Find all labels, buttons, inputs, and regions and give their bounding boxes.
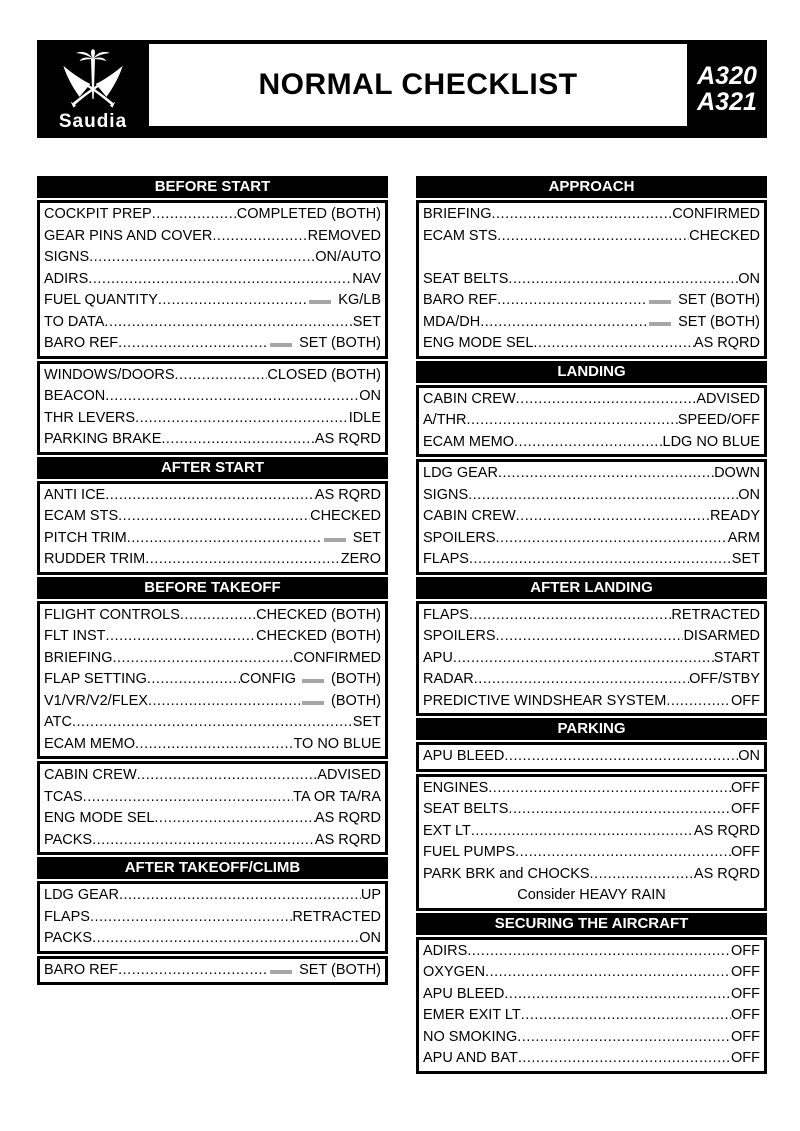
- item-value: OFF: [731, 1007, 760, 1023]
- item-value: CLOSED (BOTH): [267, 366, 381, 383]
- checklist-group: [416, 937, 767, 1074]
- item-value: AS RQRD: [314, 486, 381, 503]
- dot-leader: [508, 269, 738, 291]
- dot-leader: [104, 312, 352, 334]
- dot-leader: [106, 626, 257, 648]
- checklist-row: [423, 605, 760, 627]
- item-value: OFF: [731, 964, 760, 980]
- checklist-row: [44, 549, 381, 571]
- item-label: SEAT BELTS: [423, 801, 509, 817]
- item-value: SET (BOTH): [647, 290, 760, 312]
- item-label: GEAR PINS AND COVER: [44, 227, 213, 244]
- checklist-row: [44, 247, 381, 269]
- item-value: REMOVED: [307, 227, 381, 244]
- item-label: CABIN CREW: [44, 767, 137, 783]
- section-header: BEFORE TAKEOFF: [37, 577, 388, 599]
- dot-leader: [89, 247, 315, 269]
- checklist-row: [423, 269, 760, 291]
- checklist-row: [44, 386, 381, 408]
- item-value: ADVISED: [696, 390, 760, 407]
- checklist-row: [423, 463, 760, 485]
- item-value: ON/AUTO: [315, 249, 381, 265]
- dot-leader: [180, 605, 256, 627]
- checklist-row: [44, 290, 381, 312]
- dot-leader: [514, 432, 662, 454]
- checklist-row: [423, 528, 760, 550]
- dot-leader: [515, 842, 731, 864]
- fleet-a320: A320: [697, 61, 757, 90]
- checklist-row: [44, 691, 381, 713]
- item-label: FUEL QUANTITY: [44, 292, 158, 308]
- checklist-row: [423, 290, 760, 312]
- item-label: COCKPIT PREP: [44, 206, 152, 222]
- item-label: WINDOWS/DOORS: [44, 366, 175, 383]
- item-label: FLAPS: [423, 551, 469, 567]
- item-label: ENG MODE SEL: [44, 810, 155, 826]
- checklist-row: [423, 333, 760, 355]
- checklist-row: [44, 408, 381, 430]
- item-value: TO NO BLUE: [293, 735, 381, 752]
- item-value: CHECKED: [310, 508, 381, 524]
- item-value: UP: [360, 887, 381, 903]
- checklist-row: [423, 226, 760, 248]
- dot-leader: [135, 408, 349, 430]
- dot-leader: [488, 778, 731, 800]
- item-value: ARM: [727, 529, 760, 546]
- checklist-row: [423, 506, 760, 528]
- dot-leader: [92, 830, 315, 852]
- item-label: ECAM STS: [44, 508, 119, 524]
- dot-leader: [175, 365, 268, 387]
- dot-leader: [453, 648, 714, 670]
- item-label: CABIN CREW: [423, 508, 516, 524]
- item-label: THR LEVERS: [44, 409, 136, 426]
- item-label: BRIEFING: [423, 206, 492, 222]
- item-value: TA OR TA/RA: [293, 788, 381, 805]
- checklist-row: [44, 712, 381, 734]
- checklist-row: [423, 432, 760, 454]
- dot-leader: [469, 605, 671, 627]
- checklist-row: [423, 669, 760, 691]
- dot-leader: [508, 799, 731, 821]
- checklist-group: [37, 200, 388, 359]
- item-label: PARK BRK and CHOCKS: [423, 865, 590, 882]
- dot-leader: [467, 410, 678, 432]
- right-column: [416, 176, 767, 1074]
- item-value: OFF: [731, 844, 760, 860]
- checklist-row: [44, 960, 381, 982]
- blank-field: [649, 322, 671, 326]
- item-label: ADIRS: [44, 270, 89, 287]
- item-label: FLAPS: [44, 908, 90, 925]
- checklist-row: [423, 485, 760, 507]
- item-label: ECAM MEMO: [44, 735, 136, 752]
- item-value: IDLE: [348, 409, 381, 426]
- header-bar: [37, 40, 767, 138]
- saudia-logo: [37, 40, 149, 138]
- checklist-row: [44, 669, 381, 691]
- item-value: SET: [322, 528, 381, 550]
- item-value: OFF: [731, 692, 760, 709]
- item-label: FLT INST: [44, 628, 106, 644]
- item-value: SET: [352, 714, 381, 730]
- item-value: ON: [738, 270, 760, 287]
- item-label: BARO REF: [44, 961, 119, 978]
- item-value: CHECKED (BOTH): [256, 628, 381, 644]
- dot-leader: [518, 1048, 731, 1070]
- checklist-row: [44, 928, 381, 950]
- checklist-row: [423, 648, 760, 670]
- dot-leader: [504, 746, 738, 768]
- item-value: SET (BOTH): [647, 312, 760, 334]
- item-value: START: [713, 649, 760, 666]
- item-value: SPEED/OFF: [677, 412, 760, 428]
- section-header: SECURING THE AIRCRAFT: [416, 913, 767, 935]
- checklist-row: [423, 941, 760, 963]
- dot-leader: [533, 333, 694, 355]
- item-value: OFF: [731, 801, 760, 817]
- dot-leader: [127, 528, 322, 550]
- item-label: ATC: [44, 714, 72, 730]
- checklist-row: [423, 1048, 760, 1070]
- checklist-group: [37, 956, 388, 986]
- item-value: OFF/STBY: [689, 671, 760, 687]
- item-label: APU BLEED: [423, 748, 505, 764]
- item-value: DISARMED: [683, 628, 760, 644]
- item-label: BARO REF: [423, 292, 498, 308]
- item-value: OFF: [731, 1050, 760, 1066]
- dot-leader: [90, 907, 292, 929]
- checklist-row: [44, 204, 381, 226]
- dot-leader: [666, 691, 731, 713]
- section-header: PARKING: [416, 718, 767, 740]
- checklist-row: [423, 410, 760, 432]
- checklist-group: [37, 881, 388, 954]
- checklist-group: [416, 742, 767, 772]
- item-label: PREDICTIVE WINDSHEAR SYSTEM: [423, 692, 667, 709]
- checklist-row: [44, 907, 381, 929]
- item-label: TO DATA: [44, 313, 105, 330]
- dot-leader: [158, 290, 307, 312]
- item-label: RADAR: [423, 671, 474, 687]
- item-value: ZERO: [340, 551, 381, 567]
- dot-leader: [88, 269, 352, 291]
- item-label: EXT LT: [423, 822, 471, 839]
- item-value: READY: [710, 508, 760, 524]
- item-label: A/THR: [423, 412, 467, 428]
- item-value: AS RQRD: [693, 865, 760, 882]
- item-value: DOWN: [714, 465, 760, 481]
- item-label: SEAT BELTS: [423, 270, 509, 287]
- item-value: AS RQRD: [693, 335, 760, 351]
- item-label: ECAM STS: [423, 227, 498, 244]
- item-value: COMPLETED (BOTH): [236, 206, 381, 222]
- item-label: APU BLEED: [423, 985, 505, 1002]
- item-label: FLIGHT CONTROLS: [44, 606, 180, 623]
- item-label: SIGNS: [44, 249, 90, 265]
- dot-leader: [105, 485, 315, 507]
- checklist-row: [423, 821, 760, 843]
- item-value: ON: [738, 486, 760, 503]
- item-label: APU: [423, 649, 453, 666]
- checklist-group: [416, 459, 767, 575]
- dot-leader: [467, 941, 731, 963]
- item-label: BEACON: [44, 388, 106, 404]
- dot-leader: [119, 885, 361, 907]
- checklist-group: [37, 361, 388, 455]
- dot-leader: [147, 669, 240, 691]
- dot-leader: [83, 787, 294, 809]
- checklist-group: [37, 601, 388, 760]
- blank-field: [324, 538, 346, 542]
- item-label: OXYGEN: [423, 964, 486, 980]
- item-value: AS RQRD: [314, 810, 381, 826]
- item-label: ECAM MEMO: [423, 433, 515, 450]
- item-value: AS RQRD: [314, 431, 381, 447]
- checklist-row: [44, 648, 381, 670]
- checklist-row: [44, 485, 381, 507]
- checklist-row: [423, 984, 760, 1006]
- item-value: SET (BOTH): [268, 960, 381, 982]
- checklist-row: [44, 765, 381, 787]
- dot-leader: [496, 528, 728, 550]
- checklist-row: [44, 365, 381, 387]
- dot-leader: [137, 765, 318, 787]
- section-header: APPROACH: [416, 176, 767, 198]
- item-value: ON: [738, 748, 760, 764]
- checklist-row: [44, 312, 381, 334]
- item-label: FUEL PUMPS: [423, 844, 516, 860]
- item-label: CABIN CREW: [423, 390, 516, 407]
- section-header: LANDING: [416, 361, 767, 383]
- checklist-row: [423, 962, 760, 984]
- item-label: ADIRS: [423, 942, 468, 959]
- item-label: SPOILERS: [423, 529, 496, 546]
- item-label: BARO REF: [44, 335, 119, 351]
- dot-leader: [485, 962, 731, 984]
- item-value: ON: [359, 930, 381, 946]
- item-value: KG/LB: [307, 290, 381, 312]
- checklist-row: [44, 808, 381, 830]
- dot-leader: [118, 960, 268, 982]
- item-value: CHECKED (BOTH): [256, 606, 381, 623]
- item-label: RUDDER TRIM: [44, 551, 146, 567]
- dot-leader: [474, 669, 689, 691]
- blank-field: [309, 300, 331, 304]
- item-value: NAV: [352, 270, 381, 287]
- item-value: ADVISED: [317, 767, 381, 783]
- item-label: TCAS: [44, 788, 83, 805]
- checklist-row: [44, 269, 381, 291]
- logo-wordmark: Saudia: [58, 111, 128, 132]
- section-header: BEFORE START: [37, 176, 388, 198]
- item-value: CHECKED: [689, 227, 760, 244]
- item-value: AS RQRD: [314, 831, 381, 848]
- checklist-row: [44, 626, 381, 648]
- dot-leader: [145, 549, 340, 571]
- checklist-group: [416, 774, 767, 911]
- item-label: BRIEFING: [44, 649, 113, 666]
- item-label: ENGINES: [423, 779, 489, 796]
- checklist-row: [423, 626, 760, 648]
- checklist-row: [44, 333, 381, 355]
- checklist-group: [416, 385, 767, 458]
- dot-leader: [516, 506, 710, 528]
- item-label: ANTI ICE: [44, 486, 106, 503]
- checklist-row: [423, 312, 760, 334]
- checklist-row: [423, 746, 760, 768]
- dot-leader: [72, 712, 353, 734]
- dot-leader: [154, 808, 315, 830]
- dot-leader: [497, 226, 689, 248]
- dot-leader: [491, 204, 672, 226]
- section-header: AFTER START: [37, 457, 388, 479]
- fleet-badge: [687, 40, 767, 138]
- item-label: V1/VR/V2/FLEX: [44, 692, 148, 709]
- checklist-row: [423, 799, 760, 821]
- dot-leader: [516, 389, 697, 411]
- checklist-group: [416, 601, 767, 717]
- item-value: CONFIG (BOTH): [239, 671, 381, 687]
- checklist-row: [44, 429, 381, 451]
- item-label: PARKING BRAKE: [44, 431, 162, 447]
- dot-leader: [497, 290, 647, 312]
- checklist-columns: [37, 176, 767, 1074]
- checklist-group: [37, 761, 388, 855]
- dot-leader: [468, 485, 738, 507]
- item-label: ENG MODE SEL: [423, 335, 534, 351]
- checklist-row: [44, 506, 381, 528]
- checklist-row: [423, 864, 760, 886]
- item-label: SPOILERS: [423, 628, 496, 644]
- item-value: CONFIRMED: [293, 649, 381, 666]
- item-value: (BOTH): [300, 691, 381, 713]
- fleet-a321: A321: [697, 88, 757, 116]
- dot-leader: [471, 821, 694, 843]
- checklist-group: [37, 481, 388, 575]
- dot-leader: [152, 204, 237, 226]
- blank-field: [270, 343, 292, 347]
- dot-leader: [504, 984, 731, 1006]
- item-value: SET (BOTH): [268, 333, 381, 355]
- checklist-row: [423, 549, 760, 571]
- item-label: LDG GEAR: [44, 887, 119, 903]
- checklist-row: [44, 830, 381, 852]
- checklist-row: [44, 605, 381, 627]
- item-label: PITCH TRIM: [44, 529, 127, 546]
- dot-leader: [118, 333, 268, 355]
- item-value: OFF: [731, 779, 760, 796]
- dot-leader: [496, 626, 684, 648]
- checklist-row: [423, 1005, 760, 1027]
- left-column: [37, 176, 388, 985]
- dot-leader: [212, 226, 307, 248]
- blank-field: [302, 701, 324, 705]
- dot-leader: [469, 549, 732, 571]
- checklist-row: [423, 691, 760, 713]
- checklist-row: [44, 226, 381, 248]
- item-value: SET: [352, 313, 381, 330]
- dot-leader: [92, 928, 359, 950]
- dot-leader: [148, 691, 300, 713]
- item-label: SIGNS: [423, 486, 469, 503]
- dot-leader: [517, 1027, 731, 1049]
- item-label: LDG GEAR: [423, 465, 498, 481]
- dot-leader: [498, 463, 714, 485]
- blank-field: [302, 679, 324, 683]
- item-value: ON: [359, 388, 381, 404]
- section-header: AFTER LANDING: [416, 577, 767, 599]
- checklist-row: [44, 787, 381, 809]
- blank-field: [649, 300, 671, 304]
- checklist-row: [44, 734, 381, 756]
- item-label: PACKS: [44, 930, 93, 946]
- item-label: MDA/DH: [423, 313, 481, 330]
- checklist-row: [423, 778, 760, 800]
- dot-leader: [590, 864, 694, 886]
- item-label: NO SMOKING: [423, 1028, 518, 1045]
- item-label: PACKS: [44, 831, 93, 848]
- item-label: APU AND BAT: [423, 1050, 518, 1066]
- item-value: CONFIRMED: [672, 206, 760, 222]
- checklist-row: [423, 1027, 760, 1049]
- dot-leader: [135, 734, 293, 756]
- dot-leader: [480, 312, 647, 334]
- item-label: FLAPS: [423, 606, 469, 623]
- dot-leader: [521, 1005, 731, 1027]
- checklist-row: [423, 389, 760, 411]
- item-value: LDG NO BLUE: [662, 433, 760, 450]
- dot-leader: [112, 648, 293, 670]
- dot-leader: [105, 386, 359, 408]
- dot-leader: [161, 429, 315, 451]
- note-row: Consider HEAVY RAIN: [517, 887, 666, 903]
- item-label: EMER EXIT LT: [423, 1007, 521, 1023]
- section-header: AFTER TAKEOFF/CLIMB: [37, 857, 388, 879]
- item-value: AS RQRD: [693, 822, 760, 839]
- page-title: NORMAL CHECKLIST: [258, 68, 578, 101]
- item-value: SET: [731, 551, 760, 567]
- checklist-row: [44, 885, 381, 907]
- title-box: [149, 44, 687, 126]
- blank-field: [270, 970, 292, 974]
- dot-leader: [118, 506, 310, 528]
- item-value: OFF: [731, 942, 760, 959]
- item-label: FLAP SETTING: [44, 671, 147, 687]
- checklist-row: [44, 528, 381, 550]
- item-value: OFF: [731, 985, 760, 1002]
- palm-and-crossed-swords-icon: [56, 49, 130, 111]
- checklist-row: [423, 842, 760, 864]
- item-value: OFF: [731, 1028, 760, 1045]
- item-value: RETRACTED: [671, 606, 760, 623]
- item-value: RETRACTED: [292, 908, 381, 925]
- checklist-group: [416, 200, 767, 359]
- checklist-row: [423, 204, 760, 226]
